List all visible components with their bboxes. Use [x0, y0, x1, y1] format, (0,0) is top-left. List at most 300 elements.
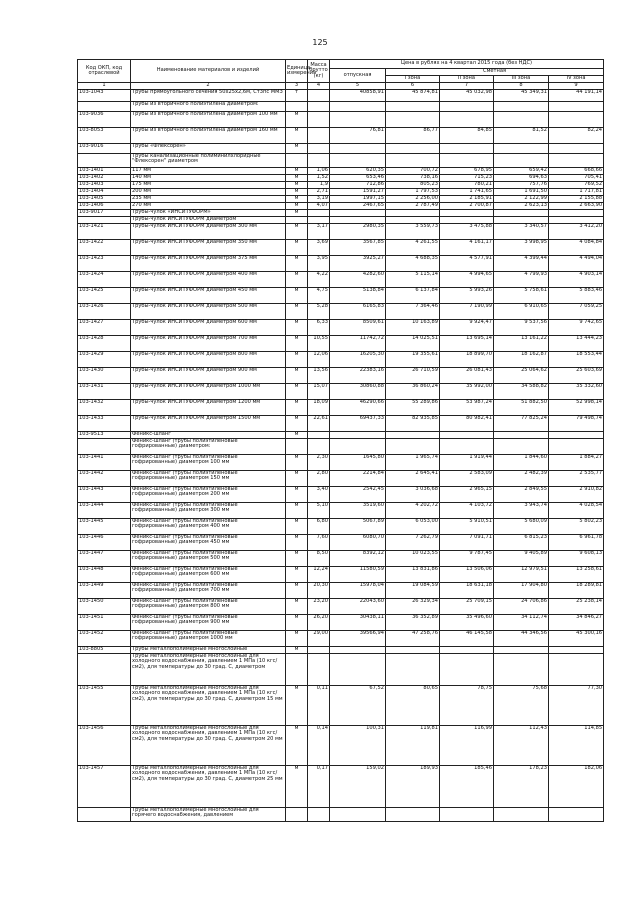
table-row: [78, 808, 604, 822]
cell-price-zone-1: 19 355,61: [386, 352, 440, 368]
table-row: [78, 583, 604, 599]
cell-name: Феникс-шланг (трубы полиэтиленовые гофрированные) диаметром 300 мм: [131, 503, 286, 519]
cell-code: 103-1401: [78, 168, 131, 175]
cell-code: 103-1402: [78, 175, 131, 182]
cell-code: 103-1455: [78, 686, 131, 726]
cell-name: Трубы из вторичного полиэтилена диаметром:: [131, 102, 286, 112]
cell-unit: м: [286, 615, 308, 631]
header-estimate: Сметная: [386, 69, 604, 76]
cell-unit: м: [286, 112, 308, 128]
cell-price-release: 22043,60: [330, 599, 386, 615]
table-row: [78, 288, 604, 304]
cell-price-zone-4: 182,06: [549, 766, 604, 808]
cell-unit: м: [286, 535, 308, 551]
cell-unit: м: [286, 224, 308, 240]
cell-mass: [308, 432, 330, 439]
cell-price-zone-2: 2 965,15: [440, 487, 494, 503]
cell-mass: 15,07: [308, 384, 330, 400]
cell-price-zone-3: 9 405,89: [494, 551, 549, 567]
cell-price-zone-4: [549, 808, 604, 822]
table-row: [78, 336, 604, 352]
table-row: [78, 535, 604, 551]
cell-price-zone-3: 3 340,57: [494, 224, 549, 240]
table-row: [78, 144, 604, 154]
cell-price-release: 30860,88: [330, 384, 386, 400]
header-zone-3: III зона: [494, 76, 549, 83]
cell-price-zone-4: [549, 210, 604, 217]
cell-name: Трубы-чулок ИНСИТУФОРМ диаметром 375 мм: [131, 256, 286, 272]
cell-name: Трубы-чулок ИНСИТУФОРМ диаметром 350 мм: [131, 240, 286, 256]
cell-mass: 3,95: [308, 256, 330, 272]
cell-unit: м: [286, 551, 308, 567]
cell-name: Трубы-чулок ИНСИТУФОРМ диаметром: [131, 217, 286, 224]
cell-name: Феникс-шланг (трубы полиэтиленовые гофрированные) диаметром 150 мм: [131, 471, 286, 487]
cell-mass: 4,22: [308, 272, 330, 288]
cell-price-zone-1: 80,65: [386, 686, 440, 726]
table-row: [78, 224, 604, 240]
cell-name: Трубы металлополимерные многослойные для горячего водоснабжения, давлением: [131, 808, 286, 822]
cell-price-zone-3: 44 346,56: [494, 631, 549, 647]
cell-price-zone-3: 3 943,74: [494, 503, 549, 519]
cell-code: 103-1427: [78, 320, 131, 336]
table-row: [78, 320, 604, 336]
cell-mass: [308, 90, 330, 102]
cell-mass: 3,40: [308, 487, 330, 503]
cell-price-zone-1: [386, 647, 440, 654]
cell-price-zone-4: 1 884,27: [549, 455, 604, 471]
cell-price-zone-2: [440, 102, 494, 112]
cell-price-zone-3: [494, 112, 549, 128]
cell-unit: м: [286, 272, 308, 288]
cell-unit: [286, 654, 308, 686]
header-name: Наименование материалов и изделий: [131, 60, 286, 83]
cell-mass: [308, 102, 330, 112]
cell-price-zone-1: [386, 112, 440, 128]
cell-price-zone-1: 45 874,81: [386, 90, 440, 102]
cell-price-zone-4: [549, 432, 604, 439]
cell-unit: м: [286, 352, 308, 368]
cell-code: 103-1431: [78, 384, 131, 400]
cell-name: Трубы из вторичного полиэтилена диаметром 100 мм: [131, 112, 286, 128]
cell-name: Трубы-чулок ИНСИТУФОРМ диаметром 800 мм: [131, 352, 286, 368]
cell-mass: 6,33: [308, 320, 330, 336]
cell-price-zone-4: 769,52: [549, 182, 604, 189]
cell-price-zone-1: 7 262,79: [386, 535, 440, 551]
cell-price-zone-4: [549, 102, 604, 112]
cell-price-zone-3: 2 122,99: [494, 196, 549, 203]
cell-price-zone-1: [386, 432, 440, 439]
cell-price-zone-2: 9 787,45: [440, 551, 494, 567]
cell-price-zone-4: 35 332,60: [549, 384, 604, 400]
table-row: [78, 90, 604, 102]
cell-unit: м: [286, 432, 308, 439]
cell-code: 103-8805: [78, 647, 131, 654]
cell-price-release: 653,46: [330, 175, 386, 182]
cell-price-zone-3: 659,42: [494, 168, 549, 175]
cell-price-zone-4: 5 802,23: [549, 519, 604, 535]
table-row: [78, 304, 604, 320]
cell-price-zone-2: [440, 154, 494, 168]
cell-code: 103-1428: [78, 336, 131, 352]
cell-price-zone-4: 7 059,25: [549, 304, 604, 320]
cell-code: 103-1444: [78, 503, 131, 519]
cell-unit: м: [286, 686, 308, 726]
cell-price-zone-1: 6 053,00: [386, 519, 440, 535]
cell-price-release: 159,02: [330, 766, 386, 808]
cell-price-release: 712,86: [330, 182, 386, 189]
table-row: [78, 112, 604, 128]
cell-mass: 2,30: [308, 455, 330, 471]
cell-code: 103-1423: [78, 256, 131, 272]
cell-mass: 2,71: [308, 189, 330, 196]
cell-code: 103-1043: [78, 90, 131, 102]
cell-mass: 22,61: [308, 416, 330, 432]
table-row: [78, 551, 604, 567]
cell-unit: м: [286, 336, 308, 352]
cell-price-zone-1: 36 860,24: [386, 384, 440, 400]
cell-mass: [308, 647, 330, 654]
col-number: 3: [286, 83, 308, 90]
cell-name: Трубы «Флексорен»: [131, 144, 286, 154]
header-zone-4: IV зона: [549, 76, 604, 83]
cell-price-zone-3: 75,68: [494, 686, 549, 726]
cell-mass: 3,17: [308, 224, 330, 240]
cell-name: Феникс-шланг (трубы полиэтиленовые гофрированные) диаметром 600 мм: [131, 567, 286, 583]
cell-price-zone-2: 18 899,70: [440, 352, 494, 368]
table-row: [78, 368, 604, 384]
cell-price-zone-1: 805,23: [386, 182, 440, 189]
cell-price-release: 40858,91: [330, 90, 386, 102]
cell-mass: [308, 144, 330, 154]
cell-price-zone-1: 10 163,89: [386, 320, 440, 336]
cell-price-zone-4: 52 998,14: [549, 400, 604, 416]
col-number: 5: [330, 83, 386, 90]
cell-name: Трубы-чулок ИНСИТУФОРМ диаметром 500 мм: [131, 304, 286, 320]
cell-price-release: 16205,30: [330, 352, 386, 368]
cell-price-zone-2: [440, 439, 494, 455]
col-number: 6: [386, 83, 440, 90]
cell-price-zone-1: 2 256,00: [386, 196, 440, 203]
cell-name: 175 мм: [131, 182, 286, 189]
cell-mass: 2,80: [308, 471, 330, 487]
cell-price-zone-3: 13 161,22: [494, 336, 549, 352]
cell-price-zone-4: [549, 647, 604, 654]
cell-code: [78, 439, 131, 455]
cell-price-zone-3: [494, 654, 549, 686]
header-zone-1: I зона: [386, 76, 440, 83]
table-row: [78, 567, 604, 583]
cell-name: Трубы-чулок ИНСИТУФОРМ диаметром 450 мм: [131, 288, 286, 304]
cell-price-zone-1: 55 289,86: [386, 400, 440, 416]
cell-price-zone-3: 112,43: [494, 726, 549, 766]
cell-price-zone-4: 9 608,13: [549, 551, 604, 567]
cell-unit: м: [286, 182, 308, 189]
cell-price-zone-3: [494, 647, 549, 654]
cell-code: 103-1432: [78, 400, 131, 416]
cell-price-release: [330, 112, 386, 128]
cell-mass: [308, 210, 330, 217]
cell-code: [78, 102, 131, 112]
cell-price-zone-1: 19 084,59: [386, 583, 440, 599]
cell-mass: [308, 654, 330, 686]
cell-mass: [308, 112, 330, 128]
cell-name: Феникс-шланг (трубы полиэтиленовые гофрированные) диаметром:: [131, 439, 286, 455]
cell-mass: [308, 128, 330, 144]
cell-mass: 1,52: [308, 175, 330, 182]
cell-price-release: 3519,60: [330, 503, 386, 519]
cell-price-zone-1: 7 364,46: [386, 304, 440, 320]
cell-code: 103-9016: [78, 144, 131, 154]
cell-price-zone-3: 81,52: [494, 128, 549, 144]
cell-price-zone-1: 1 965,74: [386, 455, 440, 471]
cell-price-zone-1: 82 935,85: [386, 416, 440, 432]
cell-price-zone-1: 189,93: [386, 766, 440, 808]
cell-unit: м: [286, 766, 308, 808]
cell-price-release: 1591,27: [330, 189, 386, 196]
cell-name: Феникс-шланг (трубы полиэтиленовые гофрированные) диаметром 100 мм: [131, 455, 286, 471]
cell-price-zone-1: 26 710,59: [386, 368, 440, 384]
header-release: отпускная: [330, 69, 386, 83]
cell-name: Трубы-чулок ИНСИТУФОРМ диаметром 600 мм: [131, 320, 286, 336]
cell-price-release: 15978,04: [330, 583, 386, 599]
table-row: [78, 503, 604, 519]
cell-price-zone-2: 4 161,17: [440, 240, 494, 256]
cell-name: 235 мм: [131, 196, 286, 203]
cell-unit: м: [286, 203, 308, 210]
cell-unit: м: [286, 240, 308, 256]
cell-mass: 5,28: [308, 304, 330, 320]
cell-code: 103-1445: [78, 519, 131, 535]
cell-unit: м: [286, 175, 308, 182]
cell-price-zone-2: 2 700,87: [440, 203, 494, 210]
cell-price-zone-3: 77 825,24: [494, 416, 549, 432]
cell-name: Феникс-шланг (трубы полиэтиленовые гофрированные) диаметром 800 мм: [131, 599, 286, 615]
cell-price-zone-2: 4 103,72: [440, 503, 494, 519]
cell-price-zone-4: 18 553,44: [549, 352, 604, 368]
cell-code: [78, 154, 131, 168]
cell-code: [78, 808, 131, 822]
cell-price-zone-1: [386, 439, 440, 455]
cell-unit: м: [286, 368, 308, 384]
cell-price-zone-4: 4 084,84: [549, 240, 604, 256]
cell-code: 103-1422: [78, 240, 131, 256]
cell-mass: 0,17: [308, 766, 330, 808]
cell-price-release: [330, 210, 386, 217]
cell-price-zone-1: 700,72: [386, 168, 440, 175]
cell-code: 103-1441: [78, 455, 131, 471]
cell-unit: [286, 154, 308, 168]
cell-price-zone-1: [386, 808, 440, 822]
cell-price-zone-3: 34 588,82: [494, 384, 549, 400]
cell-name: 140 мм: [131, 175, 286, 182]
cell-price-release: 5067,89: [330, 519, 386, 535]
cell-price-zone-2: 13 695,14: [440, 336, 494, 352]
cell-code: 103-1421: [78, 224, 131, 240]
cell-name: 270 мм: [131, 203, 286, 210]
cell-price-zone-1: 2 787,49: [386, 203, 440, 210]
table-row: [78, 654, 604, 686]
table-row: [78, 519, 604, 535]
cell-price-zone-1: 10 023,55: [386, 551, 440, 567]
cell-price-zone-2: 46 145,58: [440, 631, 494, 647]
cell-mass: 29,00: [308, 631, 330, 647]
cell-name: Феникс-шланг (трубы полиэтиленовые гофрированные) диаметром 200 мм: [131, 487, 286, 503]
cell-price-release: 76,81: [330, 128, 386, 144]
cell-code: 103-1406: [78, 203, 131, 210]
cell-price-zone-1: 6 137,84: [386, 288, 440, 304]
table-row: [78, 416, 604, 432]
cell-price-zone-3: 2 623,13: [494, 203, 549, 210]
cell-price-release: 6080,70: [330, 535, 386, 551]
cell-price-release: [330, 439, 386, 455]
cell-unit: м: [286, 599, 308, 615]
cell-price-release: [330, 154, 386, 168]
cell-price-zone-3: [494, 210, 549, 217]
cell-price-zone-4: [549, 112, 604, 128]
table-row: [78, 487, 604, 503]
cell-price-zone-2: [440, 112, 494, 128]
header-unit: Единица измерения: [286, 60, 308, 83]
cell-price-zone-4: 6 961,78: [549, 535, 604, 551]
cell-price-zone-3: [494, 102, 549, 112]
cell-code: 103-1429: [78, 352, 131, 368]
cell-code: 103-1448: [78, 567, 131, 583]
cell-price-zone-2: 13 506,06: [440, 567, 494, 583]
cell-price-zone-4: [549, 144, 604, 154]
table-row: [78, 384, 604, 400]
cell-price-zone-1: 4 202,72: [386, 503, 440, 519]
cell-price-release: 620,35: [330, 168, 386, 175]
cell-price-zone-1: 47 258,76: [386, 631, 440, 647]
cell-price-zone-2: [440, 647, 494, 654]
cell-unit: м: [286, 631, 308, 647]
cell-price-zone-4: 114,85: [549, 726, 604, 766]
cell-code: [78, 654, 131, 686]
cell-mass: 1,06: [308, 168, 330, 175]
cell-price-zone-3: 18 162,87: [494, 352, 549, 368]
cell-price-zone-2: 53 987,24: [440, 400, 494, 416]
cell-unit: м: [286, 471, 308, 487]
cell-price-release: 2214,84: [330, 471, 386, 487]
cell-code: 103-1451: [78, 615, 131, 631]
header-mass: Масса брутто (кг): [308, 60, 330, 83]
cell-name: 117 мм: [131, 168, 286, 175]
cell-price-release: 2980,35: [330, 224, 386, 240]
cell-code: 103-1430: [78, 368, 131, 384]
cell-price-zone-3: [494, 154, 549, 168]
cell-unit: м: [286, 196, 308, 203]
table-row: [78, 128, 604, 144]
cell-mass: 13,56: [308, 368, 330, 384]
cell-price-zone-4: 77,30: [549, 686, 604, 726]
cell-price-zone-4: 34 846,27: [549, 615, 604, 631]
cell-price-zone-3: 51 882,50: [494, 400, 549, 416]
cell-name: Трубы прямоугольного сечения 50х25х2,6м, Ст3пс ММЗ: [131, 90, 286, 102]
cell-price-zone-1: [386, 210, 440, 217]
cell-price-zone-2: [440, 432, 494, 439]
cell-price-release: 2467,65: [330, 203, 386, 210]
cell-price-zone-2: [440, 144, 494, 154]
page-number: 125: [312, 38, 328, 47]
cell-price-zone-2: 5 993,26: [440, 288, 494, 304]
cell-name: Трубы-чулок ИНСИТУФОРМ диаметром 700 мм: [131, 336, 286, 352]
cell-mass: [308, 808, 330, 822]
cell-code: 103-1457: [78, 766, 131, 808]
table-row: [78, 439, 604, 455]
cell-unit: м: [286, 487, 308, 503]
cell-name: Трубы металлополимерные многослойные для холодного водоснабжения, давлением 1 МПа (10 кгс/см2), для температуры до 30 град. С, диаметром 20 мм: [131, 726, 286, 766]
cell-code: 103-1404: [78, 189, 131, 196]
cell-mass: 4,07: [308, 203, 330, 210]
cell-mass: 3,19: [308, 196, 330, 203]
cell-code: 103-1449: [78, 583, 131, 599]
header-code: Код ОКП, код отраслевой: [78, 60, 131, 83]
cell-mass: 0,14: [308, 726, 330, 766]
cell-price-release: 3567,85: [330, 240, 386, 256]
cell-mass: 8,50: [308, 551, 330, 567]
cell-unit: м: [286, 519, 308, 535]
cell-price-zone-4: 2 535,77: [549, 471, 604, 487]
cell-unit: м: [286, 384, 308, 400]
cell-price-zone-4: 13 258,61: [549, 567, 604, 583]
cell-price-zone-4: [549, 154, 604, 168]
cell-code: 103-1426: [78, 304, 131, 320]
col-number: 2: [131, 83, 286, 90]
cell-code: 103-9513: [78, 432, 131, 439]
cell-unit: м: [286, 567, 308, 583]
cell-price-zone-3: [494, 432, 549, 439]
cell-mass: 12,06: [308, 352, 330, 368]
cell-price-release: 22383,16: [330, 368, 386, 384]
cell-code: 103-1433: [78, 416, 131, 432]
cell-unit: м: [286, 320, 308, 336]
cell-mass: 20,30: [308, 583, 330, 599]
cell-price-release: 11742,72: [330, 336, 386, 352]
cell-price-zone-2: 4 994,65: [440, 272, 494, 288]
cell-price-zone-4: 45 300,16: [549, 631, 604, 647]
cell-mass: 0,11: [308, 686, 330, 726]
cell-name: Трубы-чулок ИНСИТУФОРМ диаметром 1000 мм: [131, 384, 286, 400]
cell-price-zone-4: 25 238,14: [549, 599, 604, 615]
cell-code: 103-1447: [78, 551, 131, 567]
cell-mass: 23,20: [308, 599, 330, 615]
cell-price-release: 39566,94: [330, 631, 386, 647]
cell-name: Трубы-чулок ИНСИТУФОРМ диаметром 1500 мм: [131, 416, 286, 432]
cell-price-release: 67,52: [330, 686, 386, 726]
cell-price-zone-2: 2 185,91: [440, 196, 494, 203]
cell-unit: м: [286, 210, 308, 217]
cell-price-zone-1: 3 559,73: [386, 224, 440, 240]
cell-price-release: 6165,83: [330, 304, 386, 320]
cell-mass: 6,80: [308, 519, 330, 535]
table-row: [78, 272, 604, 288]
cell-unit: [286, 102, 308, 112]
cell-code: 103-1405: [78, 196, 131, 203]
cell-code: 103-9017: [78, 210, 131, 217]
cell-code: 103-9036: [78, 112, 131, 128]
cell-price-zone-2: [440, 808, 494, 822]
cell-price-release: [330, 102, 386, 112]
table-row: [78, 766, 604, 808]
cell-price-zone-2: 4 577,91: [440, 256, 494, 272]
cell-price-zone-1: 119,81: [386, 726, 440, 766]
cell-price-zone-1: 86,77: [386, 128, 440, 144]
cell-unit: м: [286, 583, 308, 599]
cell-price-zone-2: 25 709,15: [440, 599, 494, 615]
cell-name: Феникс-шланг (трубы полиэтиленовые гофрированные) диаметром 500 мм: [131, 551, 286, 567]
col-number: 9: [549, 83, 604, 90]
cell-code: 103-1456: [78, 726, 131, 766]
